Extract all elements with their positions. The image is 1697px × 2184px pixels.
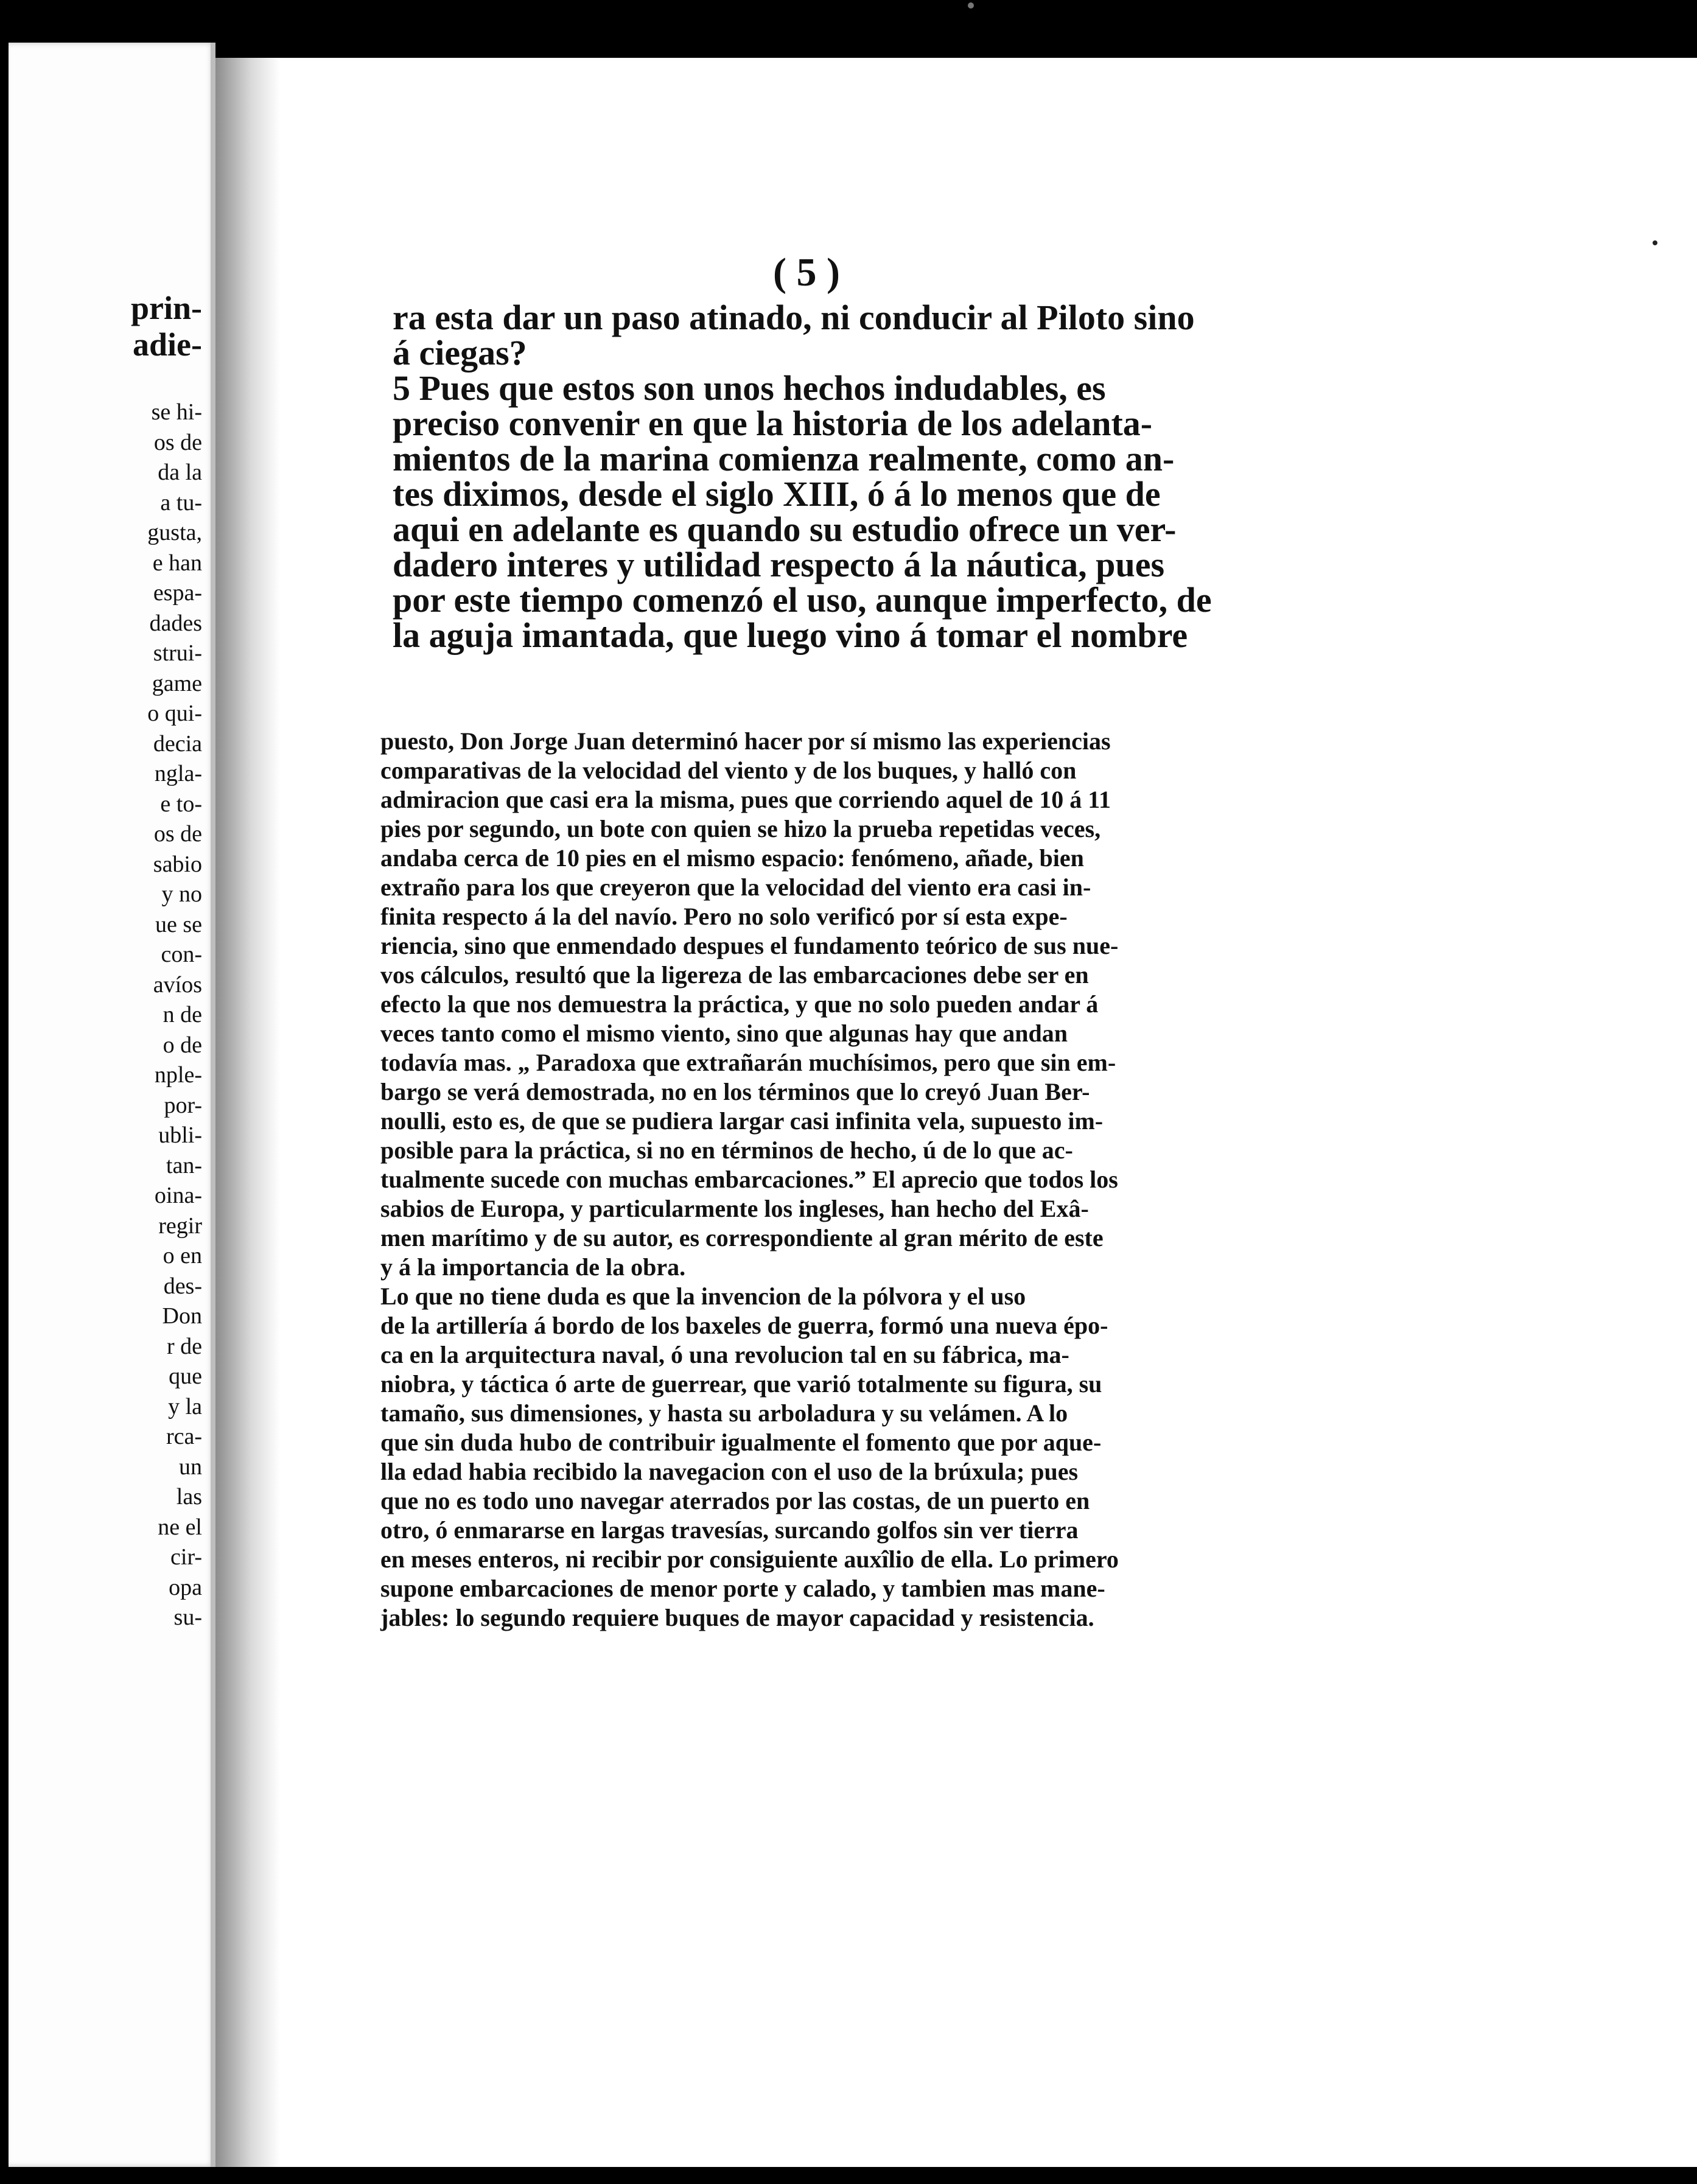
- left-page-line: r de: [166, 1333, 202, 1359]
- left-page-line: gusta,: [147, 520, 202, 545]
- left-page-line: ubli-: [158, 1122, 202, 1148]
- left-page-line: o en: [163, 1243, 202, 1269]
- left-page-line: regir: [158, 1213, 202, 1239]
- text-line: tualmente sucede con muchas embarcaciones.” El aprecio que todos los: [380, 1166, 1118, 1193]
- left-page-line: da la: [158, 460, 202, 485]
- left-page-line: se hi-: [151, 399, 202, 425]
- left-page-line: o qui-: [147, 701, 202, 726]
- text-line: por este tiempo comenzó el uso, aunque imperfecto, de: [393, 580, 1212, 620]
- left-page-line: strui-: [153, 640, 202, 666]
- left-page-line: o de: [163, 1032, 202, 1058]
- left-page-line: un: [179, 1454, 202, 1480]
- left-page-line: os de: [153, 429, 202, 455]
- left-page-line: espa-: [153, 580, 202, 606]
- left-page-line: dades: [149, 610, 202, 636]
- left-page-line: las: [176, 1484, 202, 1510]
- text-line: tes diximos, desde el siglo XIII, ó á lo menos que de: [393, 474, 1161, 514]
- text-line: lla edad habia recibido la navegacion con el uso de la brúxula; pues: [380, 1458, 1079, 1485]
- text-line: que sin duda hubo de contribuir igualmente el fomento que por aque-: [380, 1429, 1102, 1456]
- text-line: á ciegas?: [393, 333, 527, 373]
- left-page-line: oina-: [154, 1183, 202, 1208]
- text-line: otro, ó enmararse en largas travesías, surcando golfos sin ver tierra: [380, 1516, 1079, 1544]
- left-page-line: sabio: [153, 851, 202, 877]
- left-page-line: tan-: [166, 1152, 202, 1178]
- text-line: vos cálculos, resultó que la ligereza de las embarcaciones debe ser en: [380, 961, 1089, 989]
- ink-speck: [968, 2, 974, 9]
- left-page-line: e han: [152, 550, 202, 576]
- text-line: comparativas de la velocidad del viento y de los buques, y halló con: [380, 757, 1077, 784]
- left-page-line: des-: [163, 1273, 202, 1299]
- left-page-line: ue se: [155, 911, 202, 937]
- left-page-line: a tu-: [160, 489, 202, 516]
- text-line: en meses enteros, ni recibir por consiguiente auxîlio de ella. Lo primero: [380, 1545, 1119, 1573]
- text-line: todavía mas. „ Paradoxa que extrañarán muchísimos, pero que sin em-: [380, 1049, 1116, 1076]
- text-line: dadero interes y utilidad respecto á la náutica, pues: [393, 545, 1165, 584]
- text-line: la aguja imantada, que luego vino á tomar el nombre: [393, 615, 1188, 655]
- text-line: noulli, esto es, de que se pudiera largar casi infinita vela, supuesto im-: [380, 1107, 1104, 1135]
- text-line: pies por segundo, un bote con quien se hizo la prueba repetidas veces,: [380, 815, 1101, 842]
- text-line: que no es todo uno navegar aterrados por las costas, de un puerto en: [380, 1487, 1090, 1514]
- left-page-line: Don: [162, 1303, 202, 1329]
- left-page-line: adie-: [133, 326, 202, 363]
- text-line: efecto la que nos demuestra la práctica, y que no solo pueden andar á: [380, 990, 1099, 1018]
- text-line: men marítimo y de su autor, es correspondiente al gran mérito de este: [380, 1224, 1104, 1251]
- text-line: 5 Pues que estos son unos hechos indudables, es: [393, 368, 1106, 408]
- left-page-line: con-: [161, 942, 202, 967]
- text-line: ra esta dar un paso atinado, ni conducir al Piloto sino: [393, 298, 1195, 337]
- previous-page-fragment: [9, 43, 215, 2167]
- text-line: extraño para los que creyeron que la velocidad del viento era casi in-: [380, 873, 1091, 901]
- text-line: puesto, Don Jorge Juan determinó hacer por sí mismo las experiencias: [380, 727, 1111, 755]
- ink-speck: [1653, 240, 1657, 245]
- text-line: finita respecto á la del navío. Pero no solo verificó por sí esta expe-: [380, 903, 1068, 930]
- left-page-line: ngla-: [154, 761, 202, 786]
- text-line: Lo que no tiene duda es que la invencion de la pólvora y el uso: [380, 1283, 1026, 1310]
- left-page-line: cir-: [170, 1544, 202, 1570]
- text-line: bargo se verá demostrada, no en los términos que lo creyó Juan Ber-: [380, 1078, 1090, 1105]
- left-page-line: n de: [163, 1002, 202, 1027]
- text-line: niobra, y táctica ó arte de guerrear, que varió totalmente su figura, su: [380, 1370, 1102, 1398]
- text-line: veces tanto como el mismo viento, sino que algunas hay que andan: [380, 1020, 1068, 1047]
- left-page-line: ne el: [158, 1514, 202, 1540]
- text-line: supone embarcaciones de menor porte y calado, y tambien mas mane-: [380, 1575, 1105, 1602]
- scan-border-left: [0, 0, 9, 2184]
- text-line: tamaño, sus dimensiones, y hasta su arboladura y su velámen. A lo: [380, 1399, 1068, 1427]
- text-line: y á la importancia de la obra.: [380, 1253, 686, 1281]
- text-line: aqui en adelante es quando su estudio ofrece un ver-: [393, 509, 1177, 549]
- scan-border-bottom: [0, 2167, 1697, 2184]
- left-page-line: prin-: [130, 290, 202, 326]
- text-line: mientos de la marina comienza realmente, como an-: [393, 439, 1175, 478]
- text-line: preciso convenir en que la historia de los adelanta-: [393, 404, 1153, 443]
- left-page-line: y la: [168, 1393, 202, 1419]
- text-line: posible para la práctica, si no en términos de hecho, ú de lo que ac-: [380, 1136, 1073, 1164]
- page-number: ( 5 ): [773, 250, 840, 295]
- text-line: riencia, sino que enmendado despues el fundamento teórico de sus nue-: [380, 932, 1119, 959]
- text-line: admiracion que casi era la misma, pues que corriendo aquel de 10 á 11: [380, 786, 1111, 813]
- left-page-line: e to-: [160, 791, 202, 817]
- left-page-line: decia: [153, 730, 202, 757]
- text-line: ca en la arquitectura naval, ó una revolucion tal en su fábrica, ma-: [380, 1341, 1069, 1368]
- left-page-line: que: [169, 1363, 202, 1389]
- page-binding-shadow: [215, 58, 280, 2167]
- scan-border-top: [0, 0, 1697, 58]
- left-page-line: y no: [161, 881, 202, 907]
- left-page-line: su-: [173, 1605, 202, 1630]
- text-line: sabios de Europa, y particularmente los ingleses, han hecho del Exâ-: [380, 1195, 1089, 1222]
- left-page-line: avíos: [153, 971, 202, 998]
- left-page-line: opa: [169, 1574, 202, 1600]
- text-line: andaba cerca de 10 pies en el mismo espacio: fenómeno, añade, bien: [380, 844, 1084, 872]
- text-line: jables: lo segundo requiere buques de mayor capacidad y resistencia.: [380, 1604, 1094, 1631]
- left-page-line: nple-: [154, 1062, 202, 1088]
- left-page-line: por-: [164, 1092, 202, 1118]
- left-page-line: os de: [153, 821, 202, 847]
- left-page-line: game: [152, 670, 202, 696]
- page-gutter: [211, 43, 215, 2167]
- left-page-line: rca-: [166, 1424, 202, 1449]
- text-line: de la artillería á bordo de los baxeles de guerra, formó una nueva épo-: [380, 1312, 1108, 1339]
